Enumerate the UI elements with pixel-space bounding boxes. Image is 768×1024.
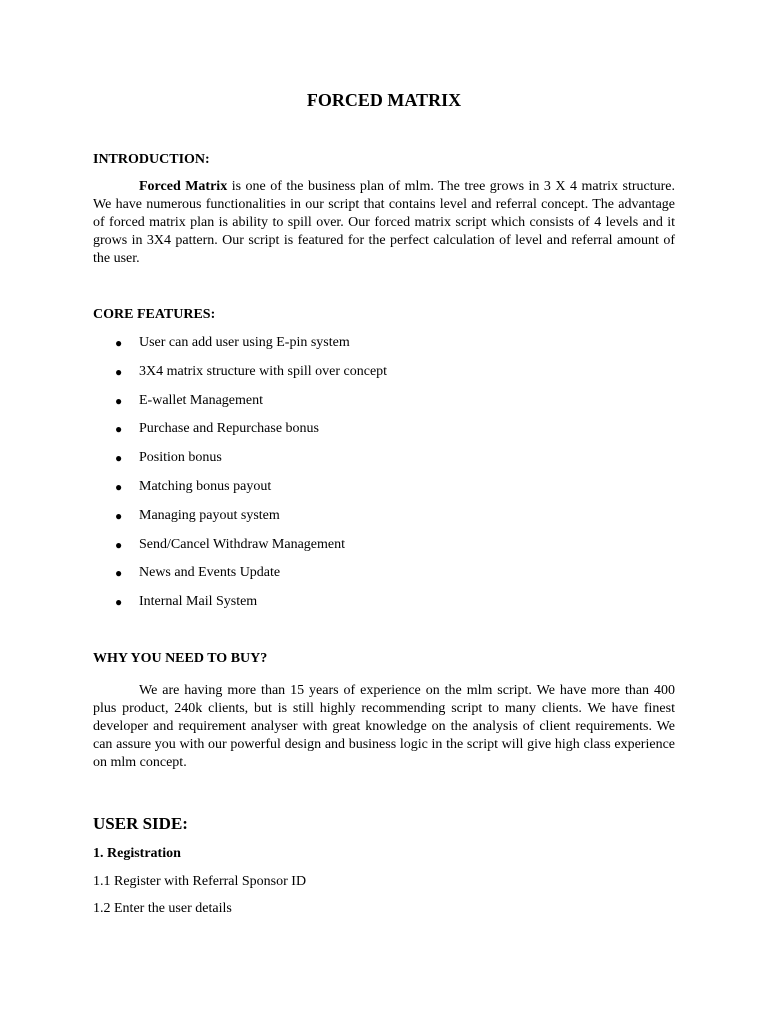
list-item: [93, 478, 675, 507]
core-features-heading: CORE FEATURES:: [93, 307, 216, 322]
bullet-icon: ●: [115, 537, 123, 552]
feature-item-text: User can add user using E-pin system: [139, 335, 350, 350]
bullet-icon: ●: [115, 422, 123, 437]
introduction-lead-term: Forced Matrix: [139, 179, 228, 194]
feature-item-text: News and Events Update: [139, 565, 281, 581]
bullet-icon: ●: [115, 364, 123, 379]
registration-step: 1.2 Enter the user details: [93, 901, 232, 916]
why-buy-paragraph: [93, 682, 675, 772]
registration-subheading: 1. Registration: [93, 846, 181, 861]
list-item: [93, 593, 675, 622]
list-item: [93, 420, 675, 449]
list-item: [93, 363, 675, 392]
user-side-heading: USER SIDE:: [93, 814, 188, 833]
bullet-icon: ●: [115, 595, 123, 610]
feature-item-text: 3X4 matrix structure with spill over concept: [139, 363, 388, 379]
bullet-icon: ●: [115, 479, 123, 494]
feature-item-text: Internal Mail System: [139, 594, 258, 610]
registration-step: 1.1 Register with Referral Sponsor ID: [93, 874, 307, 889]
document-page: [93, 0, 675, 1024]
bullet-icon: ●: [115, 393, 123, 408]
core-features-list: [93, 334, 675, 622]
feature-item-text: Position bonus: [139, 450, 222, 466]
list-item: [93, 392, 675, 421]
bullet-icon: ●: [115, 508, 123, 523]
feature-item-text: Send/Cancel Withdraw Management: [139, 536, 346, 552]
introduction-text: is one of the business plan of mlm. The tree grows in 3 X 4 matrix structure. We have numerous functionalities in our script that contains level and referral concept. The advantage of forced matrix plan is ability to spill over. Our forced matrix script which consists of 4 levels and it grows in 3X4 pattern. Our script is featured for the perfect calculation of level and referral amount of the user.: [93, 179, 675, 266]
list-item: [93, 449, 675, 478]
feature-item-text: Matching bonus payout: [139, 478, 272, 494]
list-item: [93, 564, 675, 593]
bullet-icon: ●: [115, 566, 123, 581]
list-item: [93, 334, 675, 363]
bullet-icon: ●: [115, 451, 123, 466]
document-title: FORCED MATRIX: [306, 90, 462, 110]
introduction-heading: INTRODUCTION:: [93, 152, 210, 167]
bullet-icon: ●: [115, 336, 123, 350]
feature-item-text: E-wallet Management: [139, 392, 264, 408]
introduction-paragraph: [93, 178, 675, 268]
list-item: [93, 507, 675, 536]
why-buy-text: We are having more than 15 years of experience on the mlm script. We have more than 400 plus product, 240k clients, but is still highly recommending script to many clients. We have finest developer and requirement analyser with great knowledge on the analysis of client requirements. We can assure you with our powerful design and business logic in the script will give high class experience on mlm concept.: [93, 683, 675, 770]
feature-item-text: Purchase and Repurchase bonus: [139, 421, 320, 437]
why-buy-heading: WHY YOU NEED TO BUY?: [93, 651, 268, 666]
list-item: [93, 536, 675, 565]
feature-item-text: Managing payout system: [139, 507, 280, 523]
